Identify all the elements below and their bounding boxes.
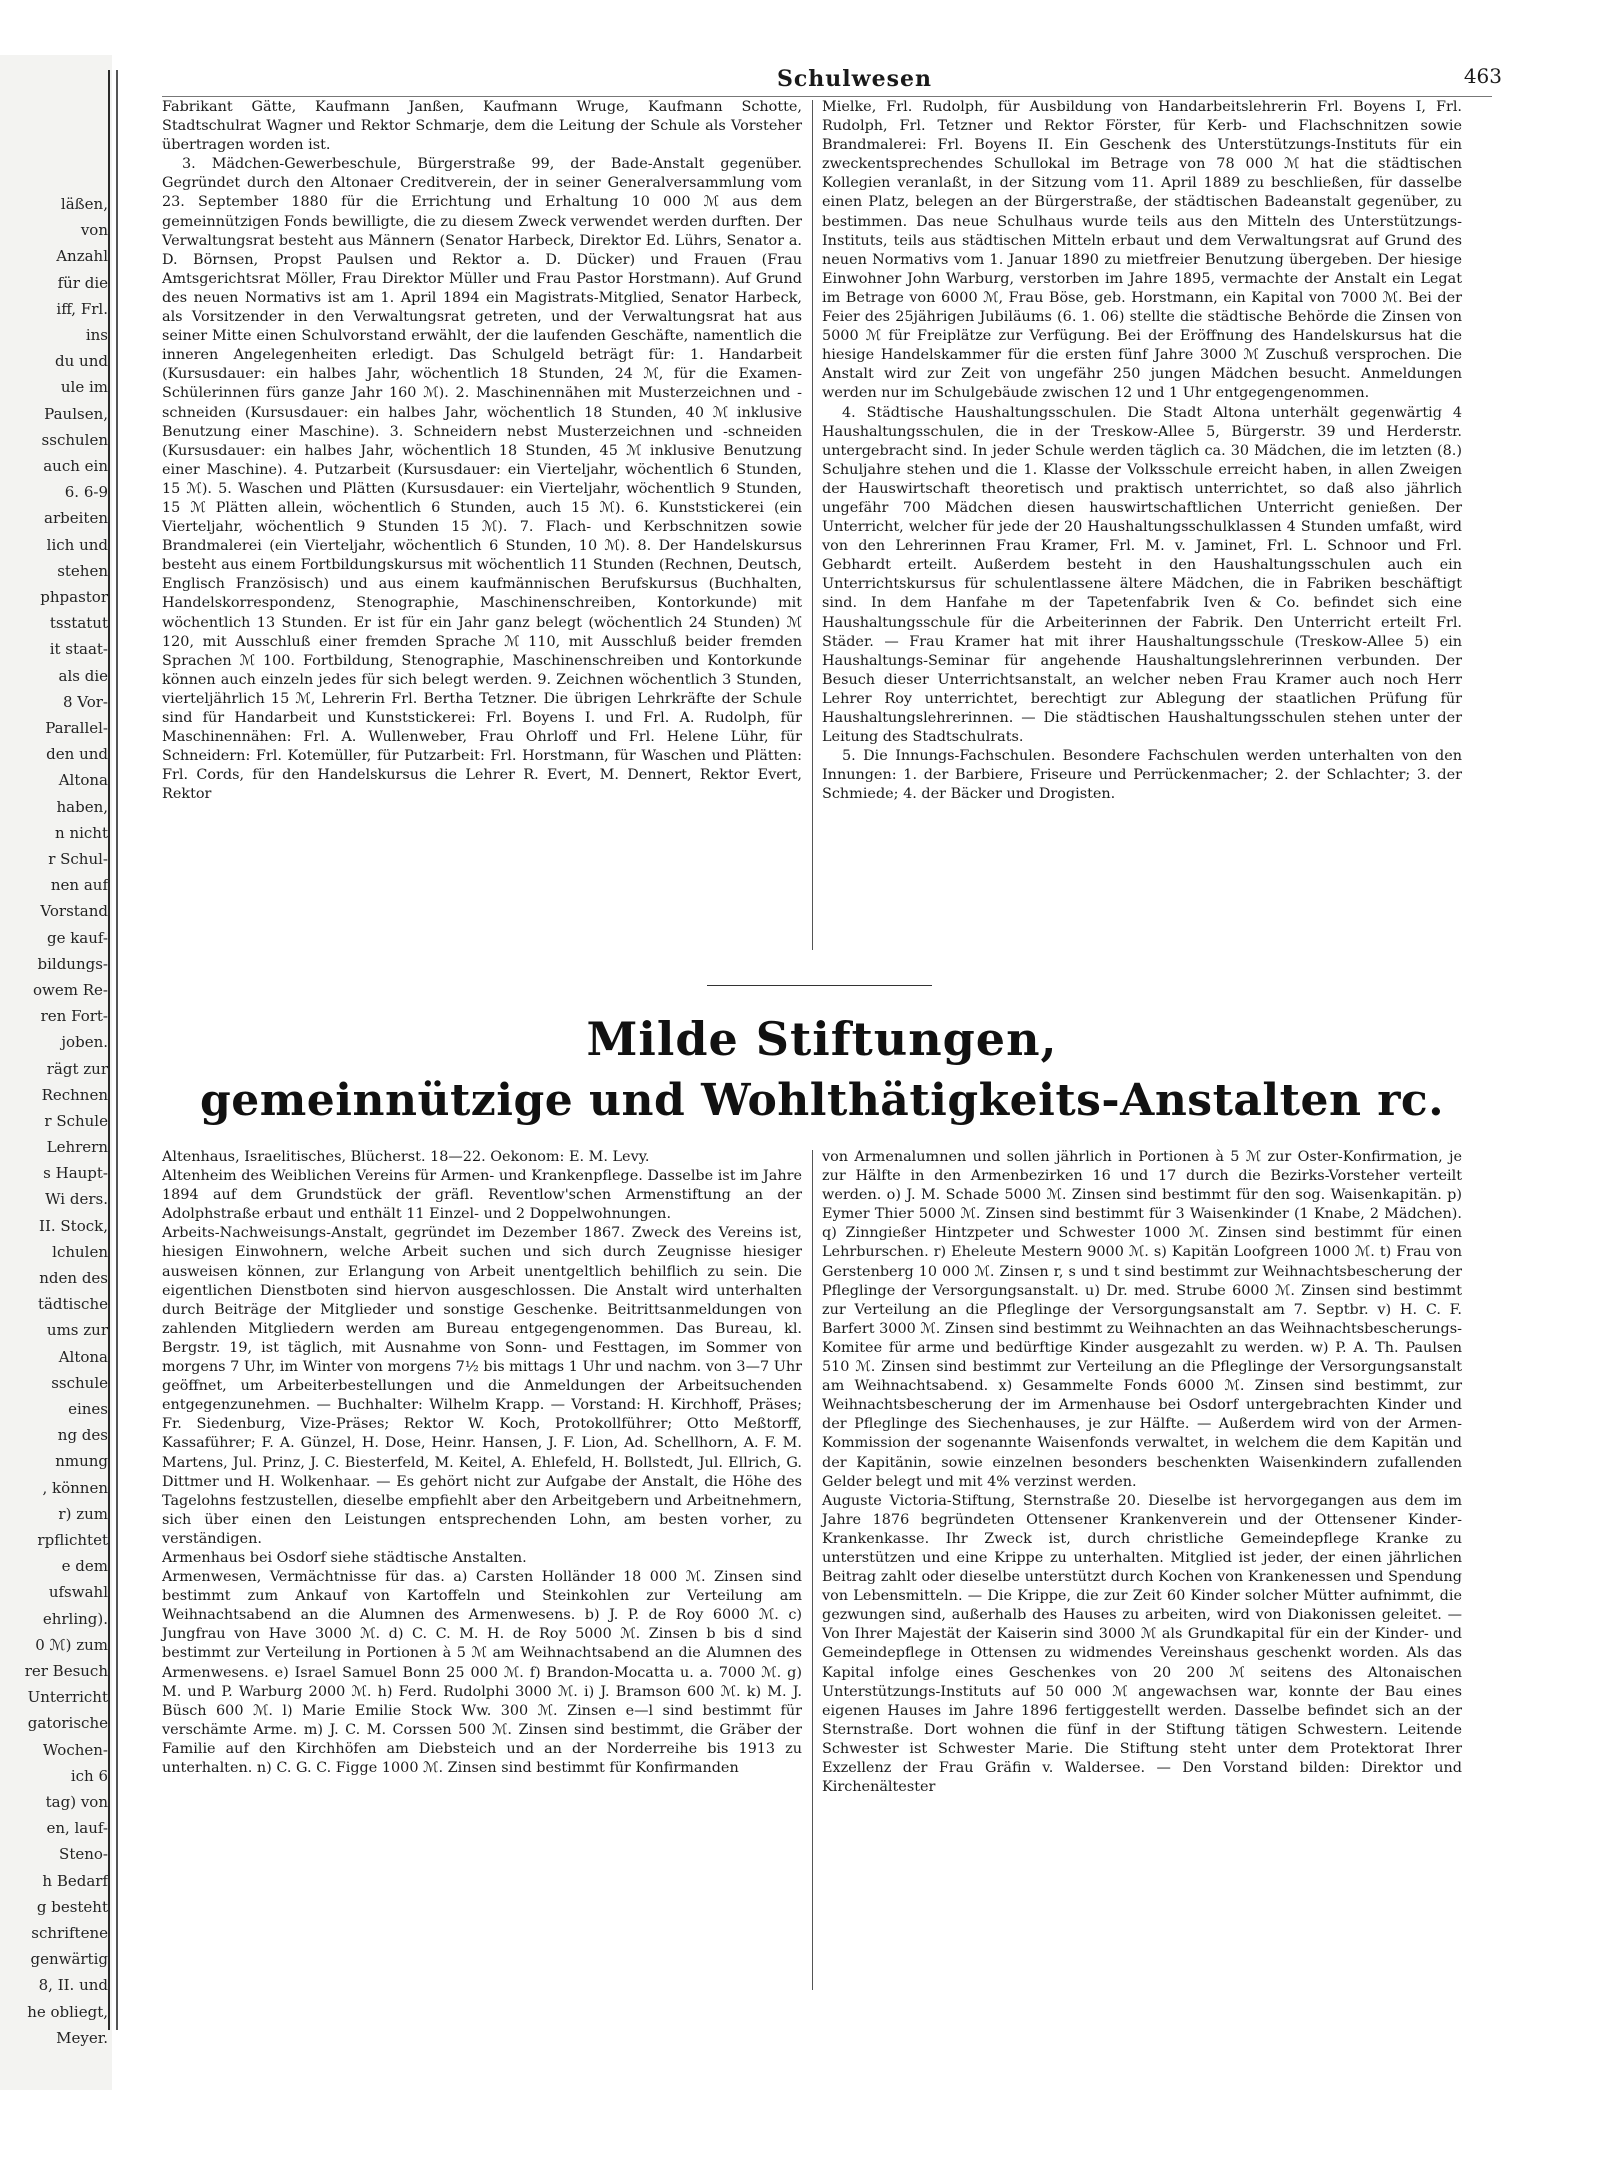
adjacent-page-fragment: he obliegt, [27, 2002, 108, 2021]
adjacent-page-fragment: als die [58, 666, 108, 685]
adjacent-page-fragment: tag) von [45, 1793, 108, 1812]
adjacent-page-fragment: phpastor [40, 587, 108, 606]
scan-margin-right [1530, 55, 1600, 2090]
column-top-right [822, 98, 1462, 804]
adjacent-page-fragment: r) zum [58, 1504, 108, 1523]
adjacent-page-fragment: Steno- [59, 1845, 108, 1864]
adjacent-page-fragment: joben. [61, 1033, 108, 1052]
adjacent-page-fragment: nmung [55, 1452, 108, 1471]
adjacent-page-fragment: läßen, [60, 195, 108, 213]
adjacent-page-fragment: eines [68, 1400, 108, 1419]
adjacent-page-fragment: Altona [58, 1347, 108, 1366]
adjacent-page-fragment: lich und [46, 535, 108, 554]
adjacent-page-fragment: nden des [39, 1269, 108, 1288]
adjacent-page-fragment: r Schule [44, 1111, 108, 1130]
adjacent-page-fragment: ule im [60, 378, 108, 397]
adjacent-page-fragment: stehen [57, 561, 108, 580]
adjacent-page-fragment: arbeiten [44, 509, 108, 528]
paragraph: Mielke, Frl. Rudolph, für Ausbildung von Handarbeitslehrerin Frl. Boyens I, Frl. Rudolph, Frl. Tetzner und Rektor Förster, für Kerb- und Flachschnitzen sowie Brandmalerei: Frl. Boyens II. Ein Geschenk des Unterstützungs-Instituts für ein zweckentsprechendes Schullokal im Betrage von 78 000 ℳ hat die städtischen Kollegien veranlaßt, in der Sitzung vom 11. April 1889 zu beschließen, für dasselbe einen Platz, belegen an der Bürgerstraße, der städtischen Badeanstalt gegenüber, zu bestimmen. Das neue Schulhaus wurde teils aus den Mitteln des Unterstützungs-Instituts, teils aus städtischen Mitteln erbaut und dem Verwaltungsrat auf Grund des neuen Normativs vom 1. Januar 1890 zu mietfreier Benutzung übergeben. Der hiesige Einwohner John Warburg, verstorben im Jahre 1895, vermachte der Anstalt ein Legat im Betrage von 6000 ℳ, Frau Böse, geb. Horstmann, ein Kapital von 7000 ℳ. Bei der Feier des 25jährigen Jubiläums (6. 1. 06) stellte die städtische Behörde die Zinsen von 5000 ℳ für Freiplätze zur Verfügung. Bei der Eröffnung des Handelskursus hat die hiesige Handelskammer für die ersten fünf Jahre 3000 ℳ Zuschuß versprochen. Die Anstalt wird zur Zeit von ungefähr 250 jungen Mädchen besucht. Anmeldungen werden nur im Schulgebäude zwischen 12 und 1 Uhr entgegengenommen. [822, 99, 1462, 402]
adjacent-page-fragment: 8, II. und [38, 1976, 108, 1995]
adjacent-page-fragment: du und [55, 352, 108, 371]
adjacent-page-fragment: ins [85, 325, 108, 344]
column-divider [812, 1150, 813, 1990]
adjacent-page-fragment: bildungs- [37, 954, 108, 973]
column-divider [812, 100, 813, 950]
adjacent-page-fragment: n nicht [55, 823, 108, 842]
adjacent-page-fragment: , können [42, 1478, 108, 1497]
adjacent-page-fragment: tsstatut [49, 614, 108, 633]
gutter-rule [116, 70, 118, 2030]
entry: von Armenalumnen und sollen jährlich in Portionen à 5 ℳ zur Oster-Konfirmation, je zur Hälfte in den Armenbezirken 16 und 17 durch die Bezirks-Vorsteher verteilt werden. o) J. M. Schade 5000 ℳ. Zinsen sind bestimmt für den sog. Waisenkapitän. p) Eymer Thier 5000 ℳ. Zinsen sind bestimmt für 3 Waisenkinder (1 Knabe, 2 Mädchen). q) Zinngießer Hintzpeter und Schwester 1000 ℳ. Zinsen sind bestimmt für einen Lehrburschen. r) Eheleute Mestern 9000 ℳ. s) Kapitän Loofgreen 1000 ℳ. t) Frau von Gerstenberg 10 000 ℳ. Zinsen r, s und t sind bestimmt zur Weihnachtsbescherung der Pfleglinge der Versorgungsanstalt. u) Dr. med. Strube 6000 ℳ. Zinsen sind bestimmt zur Verteilung an die Pfleglinge der Versorgungsanstalt am 7. Septbr. v) H. C. F. Barfert 3000 ℳ. Zinsen sind bestimmt zu Weihnachten an das Weihnachtsbescherungs-Komitee für arme und bedürftige Kinder ausgezahlt zu werden. w) P. A. Th. Paulsen 510 ℳ. Zinsen sind bestimmt zur Verteilung an die Pfleglinge der Versorgungsanstalt am Weihnachtsabend. x) Gesammelte Fonds 6000 ℳ. Zinsen sind bestimmt, zur Weihnachtsbescherung der im Armenhause bei Osdorf untergebrachten Kinder und der Pfleglinge des Siechenhauses, je zur Hälfte. — Außerdem wird von der Armen-Kommission der sogenannte Waisenfonds verwaltet, in welchem die dem Kapitän und der Kapitänin, sowie einzelnen besonders beschenkten Waisenkindern zufallenden Gelder belegt und mit 4% verzinst werden. [822, 1149, 1462, 1490]
adjacent-page-strip [0, 55, 112, 2090]
adjacent-page-fragment: rägt zur [46, 1059, 108, 1078]
adjacent-page-fragment: s Haupt- [43, 1164, 108, 1183]
running-header [122, 60, 1522, 96]
entry: Altenhaus, Israelitisches, Blücherst. 18—22. Oekonom: E. M. Levy. [162, 1149, 650, 1165]
adjacent-page-fragment: iff, Frl. [56, 299, 108, 318]
adjacent-page-fragment: owem Re- [33, 980, 108, 999]
adjacent-page-fragment: e dem [61, 1557, 108, 1576]
document-page [122, 60, 1522, 2030]
scan-margin-bottom [0, 2090, 1600, 2177]
adjacent-page-fragment: ich 6 [70, 1766, 108, 1785]
adjacent-page-fragment: tädtische [37, 1295, 108, 1314]
adjacent-page-fragment: Lehrern [46, 1138, 108, 1157]
paragraph: 5. Die Innungs-Fachschulen. Besondere Fachschulen werden unterhalten von den Innungen: 1. der Barbiere, Friseure und Perrückenmacher; 2. der Schlachter; 3. der Schmiede; 4. der Bäcker und Drogisten. [822, 748, 1462, 803]
entry: Auguste Victoria-Stiftung, Sternstraße 20. Dieselbe ist hervorgegangen aus dem im Jahre 1876 begründeten Ottensener Krankenverein und der Ottensener Kinder-Krankenkasse. Ihr Zweck ist, durch christliche Gemeindepflege Kranke zu unterstützen und eine Krippe zu unterhalten. Mitglied ist jeder, der einen jährlichen Beitrag zahlt oder dieselbe unterstützt durch Kochen von Krankenessen und Spendung von Lebensmitteln. — Die Krippe, die zur Zeit 60 Kinder solcher Mütter aufnimmt, die gezwungen sind, außerhalb des Hauses zu arbeiten, wird von Diakonissen geleitet. — Von Ihrer Majestät der Kaiserin sind 3000 ℳ als Grundkapital für ein der Kinder- und Gemeindepflege in Ottensen zu widmendes Vereinshaus geschenkt worden. Als das Kapital infolge eines Geschenkes von 20 200 ℳ seitens des Altonaischen Unterstützungs-Instituts auf 50 000 ℳ angewachsen war, konnte der Bau eines eigenen Hauses im Jahre 1896 fertiggestellt werden. Dasselbe befindet sich an der Sternstraße. Dort wohnen die fünf in der Stiftung tätigen Schwestern. Leitende Schwester ist Schwester Marie. Die Stiftung steht unter dem Protektorat Ihrer Exzellenz der Frau Gräfin v. Waldersee. — Den Vorstand bilden: Direktor und Kirchenältester [822, 1492, 1462, 1796]
adjacent-page-fragment: sschule [51, 1373, 108, 1392]
paragraph: Fabrikant Gätte, Kaufmann Janßen, Kaufmann Wruge, Kaufmann Schotte, Stadtschulrat Wagner und Rektor Schmarje, dem die Leitung der Schule als Vorsteher übertragen worden ist. [162, 99, 802, 154]
adjacent-page-fragment: Altona [58, 771, 108, 790]
column-top-left [162, 98, 802, 804]
adjacent-page-fragment: Vorstand [40, 902, 108, 921]
adjacent-page-fragment: 8 Vor- [62, 692, 108, 711]
adjacent-page-fragment: schriftene [31, 1924, 108, 1942]
entry: Altenheim des Weiblichen Vereins für Armen- und Krankenpflege. Dasselbe ist im Jahre 1894 auf dem Grundstück der gräfl. Reventlow'schen Armenstiftung an der Adolphstraße erbaut und enthält 11 Einzel- und 2 Doppelwohnungen. [162, 1168, 802, 1223]
adjacent-page-fragment: rpflichtet [37, 1531, 108, 1550]
adjacent-page-fragment: haben, [56, 797, 108, 816]
section-separator [707, 985, 932, 986]
adjacent-page-fragment: g besteht [36, 1897, 108, 1916]
adjacent-page-fragment: nen auf [50, 876, 108, 895]
adjacent-page-fragment: von [80, 221, 108, 240]
column-bottom-right [822, 1148, 1462, 1797]
adjacent-page-fragment: ng des [57, 1426, 108, 1445]
adjacent-page-fragment: Wi ders. [45, 1190, 108, 1209]
adjacent-page-fragment: gatorische [27, 1714, 108, 1733]
adjacent-page-fragment: lchulen [52, 1242, 108, 1261]
adjacent-page-fragment: Paulsen, [44, 404, 108, 423]
page-number: 463 [1463, 64, 1502, 88]
header-rule [162, 96, 1492, 97]
adjacent-page-fragment: en, lauf- [46, 1819, 108, 1838]
section-title-line-2: gemeinnützige und Wohlthätigkeits-Anstalten rc. [199, 1075, 1445, 1126]
gutter-rule [108, 70, 110, 2030]
adjacent-page-fragment: 6. 6-9 [64, 483, 108, 502]
adjacent-page-fragment: h Bedarf [42, 1871, 108, 1890]
adjacent-page-fragment: sschulen [41, 430, 108, 449]
adjacent-page-fragment: ehrling). [42, 1609, 108, 1628]
adjacent-page-fragment: ge kauf- [46, 928, 108, 947]
adjacent-page-fragment: r Schul- [48, 849, 108, 868]
adjacent-page-fragment: den und [46, 745, 108, 764]
entry: Armenwesen, Vermächtnisse für das. a) Carsten Holländer 18 000 ℳ. Zinsen sind bestimmt zum Ankauf von Kartoffeln und Steinkohlen zur Verteilung am Weihnachtsabend an die Alumnen des Armenwesens. b) J. P. de Roy 6000 ℳ. c) Jungfrau von Have 3000 ℳ. d) C. C. M. H. de Roy 5000 ℳ. Zinsen b bis d sind bestimmt zur Verteilung in Portionen à 5 ℳ am Weihnachtsabend an die Alumnen des Armenwesens. e) Israel Samuel Bonn 25 000 ℳ. f) Brandon-Mocatta u. a. 7000 ℳ. g) M. und P. Warburg 2000 ℳ. h) Ferd. Rudolphi 3000 ℳ. i) J. Bramson 600 ℳ. k) M. J. Büsch 600 ℳ. l) Marie Emilie Stock Ww. 300 ℳ. Zinsen e—l sind bestimmt für verschämte Arme. m) J. C. M. Corssen 500 ℳ. Zinsen sind bestimmt, die Gräber der Familie auf den Kirchhöfen am Diebsteich und an der Norderreihe bis 1913 zu unterhalten. n) C. G. C. Figge 1000 ℳ. Zinsen sind bestimmt für Konfirmanden [162, 1569, 802, 1776]
adjacent-page-fragment: Meyer. [56, 2028, 108, 2047]
adjacent-page-fragment: genwärtig [30, 1950, 108, 1969]
adjacent-page-fragment: Anzahl [56, 247, 108, 266]
adjacent-page-fragment: für die [57, 273, 108, 292]
adjacent-page-fragment: auch ein [43, 456, 108, 475]
adjacent-page-fragment: Unterricht [27, 1688, 108, 1707]
running-title: Schulwesen [777, 66, 932, 92]
adjacent-page-fragment: II. Stock, [39, 1216, 108, 1235]
adjacent-page-fragment: ums zur [46, 1321, 108, 1340]
adjacent-page-fragment: rer Besuch [24, 1662, 108, 1681]
adjacent-page-fragment: it staat- [49, 640, 108, 659]
column-bottom-left [162, 1148, 802, 1778]
adjacent-page-fragment: Parallel- [45, 718, 108, 737]
paragraph: 3. Mädchen-Gewerbeschule, Bürgerstraße 99, der Bade-Anstalt gegenüber. Gegründet durch den Altonaer Creditverein, der in seiner Generalversammlung vom 23. September 1880 für die Errichtung und Erhaltung 10 000 ℳ aus dem gemeinnützigen Fonds bewilligte, die zu diesem Zweck verwendet werden durften. Der Verwaltungsrat besteht aus Männern (Senator Harbeck, Direktor Ed. Lührs, Senator a. D. Börnsen, Propst Paulsen und Rektor a. D. Dücker) und Frauen (Frau Amtsgerichtsrat Möller, Frau Direktor Müller und Frau Pastor Horstmann). Auf Grund des neuen Normativs ist am 1. April 1894 ein Magistrats-Mitglied, Senator Harbeck, als Vorsitzender in den Verwaltungsrat getreten, und der Verwaltungsrat hat aus seiner Mitte einen Schulvorstand erwählt, der die laufenden Geschäfte, namentlich die inneren Angelegenheiten erledigt. Das Schulgeld beträgt für: 1. Handarbeit (Kursusdauer: ein halbes Jahr, wöchentlich 18 Stunden, 24 ℳ, für die Examen-Schülerinnen fürs ganze Jahr 160 ℳ). 2. Maschinennähen mit Musterzeichnen und -schneiden (Kursusdauer: ein halbes Jahr, wöchentlich 18 Stunden, 40 ℳ inklusive Benutzung einer Maschine). 3. Schneidern nebst Musterzeichnen und -schneiden (Kursusdauer: ein halbes Jahr, wöchentlich 18 Stunden, 45 ℳ inklusive Benutzung einer Maschine). 4. Putzarbeit (Kursusdauer: ein Vierteljahr, wöchentlich 6 Stunden, 15 ℳ). 5. Waschen und Plätten (Kursusdauer: ein Vierteljahr, wöchentlich 9 Stunden, 15 ℳ Plätten allein, wöchentlich 6 Stunden, auch 15 ℳ). 6. Kunststickerei (ein Vierteljahr, wöchentlich 9 Stunden 15 ℳ). 7. Flach- und Kerbschnitzen sowie Brandmalerei (ein Vierteljahr, wöchentlich 6 Stunden, 10 ℳ). 8. Der Handelskursus besteht aus einem Fortbildungskursus mit wöchentlich 11 Stunden (Rechnen, Deutsch, Englisch Französisch) und aus einem kaufmännischen Berufskursus (Buchhalten, Handelskorrespondenz, Stenographie, Maschinenschreiben, Kontorkunde) mit wöchentlich 13 Stunden. Er ist für ein Jahr ganz belegt (wöchentlich 24 Stunden) ℳ 120, mit Ausschluß einer fremden Sprache ℳ 110, mit Ausschluß beider fremden Sprachen ℳ 100. Fortbildung, Stenographie, Maschinenschreiben und Kontorkunde können auch einzeln jedes für sich belegt werden. 9. Zeichnen wöchentlich 3 Stunden, vierteljährlich 15 ℳ, Lehrerin Frl. Bertha Tetzner. Die übrigen Lehrkräfte der Schule sind für Handarbeit und Kunststickerei: Frl. Boyens I. und Frl. A. Rudolph, für Maschinennähen: Frl. A. Wullenweber, Frau Ohrloff und Frl. Helene Lühr, für Schneidern: Frl. Kotemüller, für Putzarbeit: Frl. Horstmann, für Waschen und Plätten: Frl. Cords, für den Handelskursus die Lehrer R. Evert, M. Dennert, Rektor Evert, Rektor [162, 156, 802, 803]
paragraph: 4. Städtische Haushaltungsschulen. Die Stadt Altona unterhält gegenwärtig 4 Haushaltungsschulen, die in der Treskow-Allee 5, Bürgerstr. 39 und Herderstr. untergebracht sind. In jeder Schule werden täglich ca. 30 Mädchen, die im letzten (8.) Schuljahre stehen und die 1. Klasse der Volksschule erreicht haben, in allen Zweigen der Hauswirtschaft theoretisch und praktisch unterrichtet, so daß also jährlich ungefähr 700 Mädchen diesen hauswirtschaftlichen Unterricht genießen. Der Unterricht, welcher für jede der 20 Haushaltungsschulklassen 4 Stunden umfaßt, wird von den Lehrerinnen Frau Kramer, Frl. M. v. Jaminet, Frl. L. Schnoor und Frl. Gebhardt erteilt. Außerdem besteht in den Haushaltungsschulen auch ein Unterrichtskursus für schulentlassene ältere Mädchen, die in Fabriken beschäftigt sind. In dem Hanfahe m der Tapetenfabrik Iven & Co. befindet sich eine Haushaltungsschule für die Arbeiterinnen der Fabrik. Den Unterricht erteilt Frl. Städer. — Frau Kramer hat mit ihrer Haushaltungsschule (Treskow-Allee 5) ein Haushaltungs-Seminar für angehende Haushaltungslehrerinnen verbunden. Der Besuch dieser Unterrichtsanstalt, an welcher neben Frau Kramer auch noch Herr Lehrer Roy unterrichtet, berechtigt zur Ablegung der staatlichen Prüfung für Haushaltungslehrerinnen. — Die städtischen Haushaltungsschulen stehen unter der Leitung des Stadtschulrats. [822, 404, 1462, 746]
adjacent-page-fragment: Rechnen [41, 1085, 108, 1104]
entry: Armenhaus bei Osdorf siehe städtische Anstalten. [162, 1549, 527, 1566]
adjacent-page-fragment: ufswahl [48, 1583, 108, 1602]
section-title-line-1: Milde Stiftungen, [586, 1012, 1058, 1066]
adjacent-page-fragment: Wochen- [42, 1740, 108, 1759]
adjacent-page-fragment: 0 ℳ) zum [35, 1635, 108, 1654]
adjacent-page-fragment: ren Fort- [40, 1007, 108, 1026]
entry: Arbeits-Nachweisungs-Anstalt, gegründet im Dezember 1867. Zweck des Vereins ist, hiesigen Einwohnern, welche Arbeit suchen und sich durch Zeugnisse hiesiger ausweisen können, zur Erlangung von Arbeit unentgeltlich behilflich zu sein. Die eigentlichen Dienstboten sind hiervon ausgeschlossen. Die Anstalt wird unterhalten durch Beiträge der Mitglieder und sonstige Geschenke. Beitrittsanmeldungen von zahlenden Mitgliedern werden am Bureau entgegengenommen. Das Bureau, kl. Bergstr. 19, ist täglich, mit Ausnahme von Sonn- und Festtagen, im Sommer von morgens 7 Uhr, im Winter von morgens 7½ bis mittags 1 Uhr und nachm. von 3—7 Uhr geöffnet, um Arbeiterbestellungen und die Anmeldungen der Arbeitsuchenden entgegenzunehmen. — Buchhalter: Wilhelm Krapp. — Vorstand: H. Kirchhoff, Präses; Fr. Siedenburg, Vize-Präses; Rektor W. Koch, Protokollführer; Otto Meßtorff, Kassaführer; F. A. Günzel, H. Dose, Heinr. Hansen, J. F. Lion, Ad. Schellhorn, A. F. M. Martens, Jul. Prinz, J. C. Biesterfeld, M. Keitel, A. Ehlefeld, H. Bollstedt, Jul. Ellrich, G. Dittmer und H. Wolkenhaar. — Es gehört nicht zur Aufgabe der Anstalt, die Höhe des Tagelohns festzustellen, dieselbe empfiehlt aber den Arbeitgebern und Arbeitnehmern, sich über einen den Leistungen entsprechenden Lohn, am besten vorher, zu verständigen. [162, 1225, 802, 1547]
scan-margin-top [0, 0, 1600, 55]
